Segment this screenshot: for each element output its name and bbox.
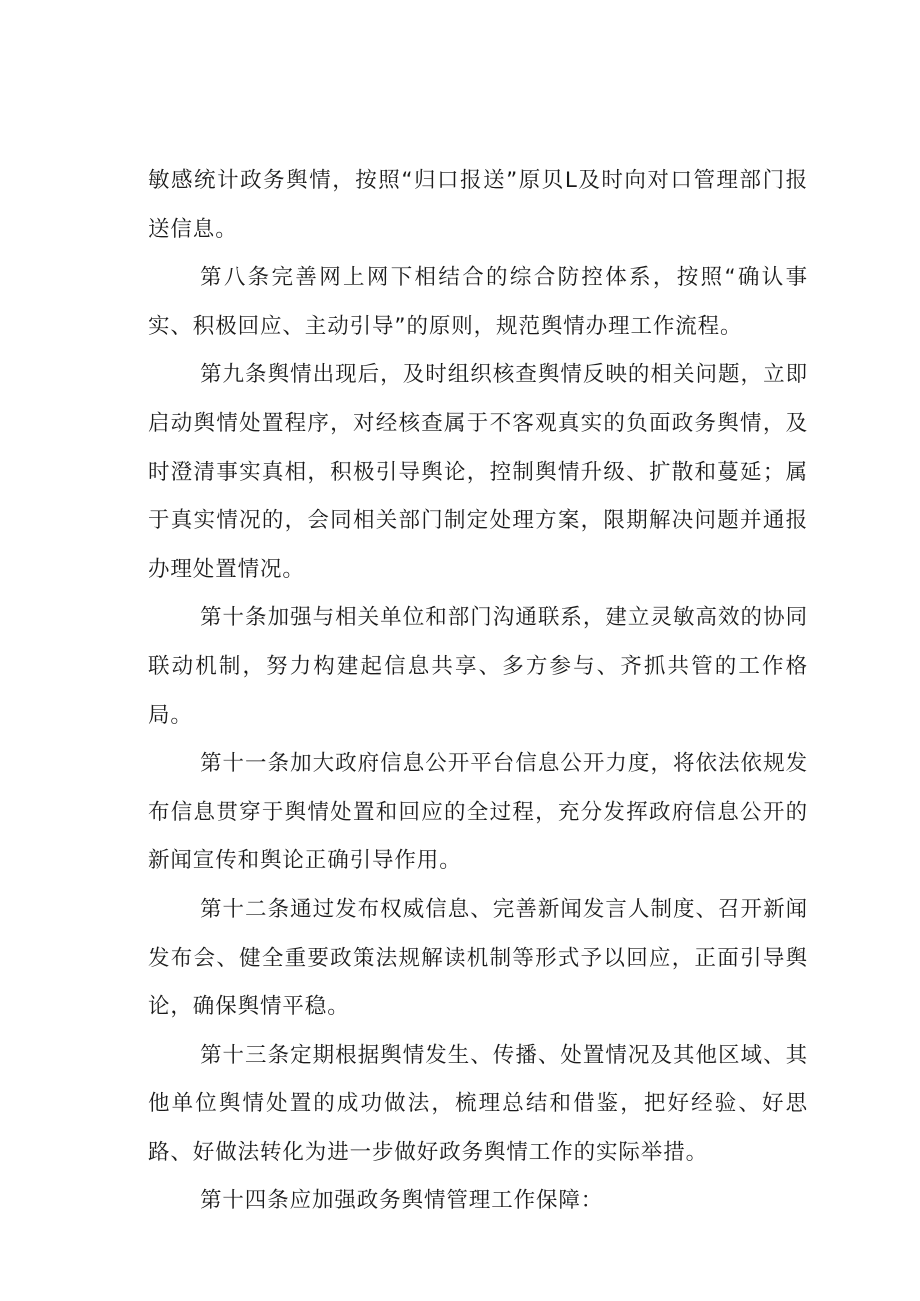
article-12: 第十二条通过发布权威信息、完善新闻发言人制度、召开新闻发布会、健全重要政策法规解读机制等形式予以回应，正面引导舆论，确保舆情平稳。	[148, 896, 808, 1020]
article-10: 第十条加强与相关单位和部门沟通联系，建立灵敏高效的协同联动机制，努力构建起信息共享、多方参与、齐抓共管的工作格局。	[148, 605, 808, 728]
article-14: 第十四条应加强政务舆情管理工作保障：	[200, 1188, 604, 1214]
article-8: 第八条完善网上网下相结合的综合防控体系，按照“确认事实、积极回应、主动引导”的原则，规范舆情办理工作流程。	[148, 265, 808, 339]
article-11: 第十一条加大政府信息公开平台信息公开力度，将依法依规发布信息贯穿于舆情处置和回应的全过程，充分发挥政府信息公开的新闻宣传和舆论正确引导作用。	[148, 751, 808, 874]
document-body	[148, 157, 808, 1226]
article-9: 第九条舆情出现后，及时组织核查舆情反映的相关问题，立即启动舆情处置程序，对经核查属于不客观真实的负面政务舆情，及时澄清事实真相，积极引导舆论，控制舆情升级、扩散和蔓延；属于真实情况的，会同相关部门制定处理方案，限期解决问题并通报办理处置情况。	[148, 362, 808, 582]
paragraph-continuation: 敏感统计政务舆情，按照“归口报送”原贝L及时向对口管理部门报送信息。	[148, 168, 808, 242]
article-13: 第十三条定期根据舆情发生、传播、处置情况及其他区域、其他单位舆情处置的成功做法，梳理总结和借鉴，把好经验、好思路、好做法转化为进一步做好政务舆情工作的实际举措。	[148, 1042, 808, 1165]
